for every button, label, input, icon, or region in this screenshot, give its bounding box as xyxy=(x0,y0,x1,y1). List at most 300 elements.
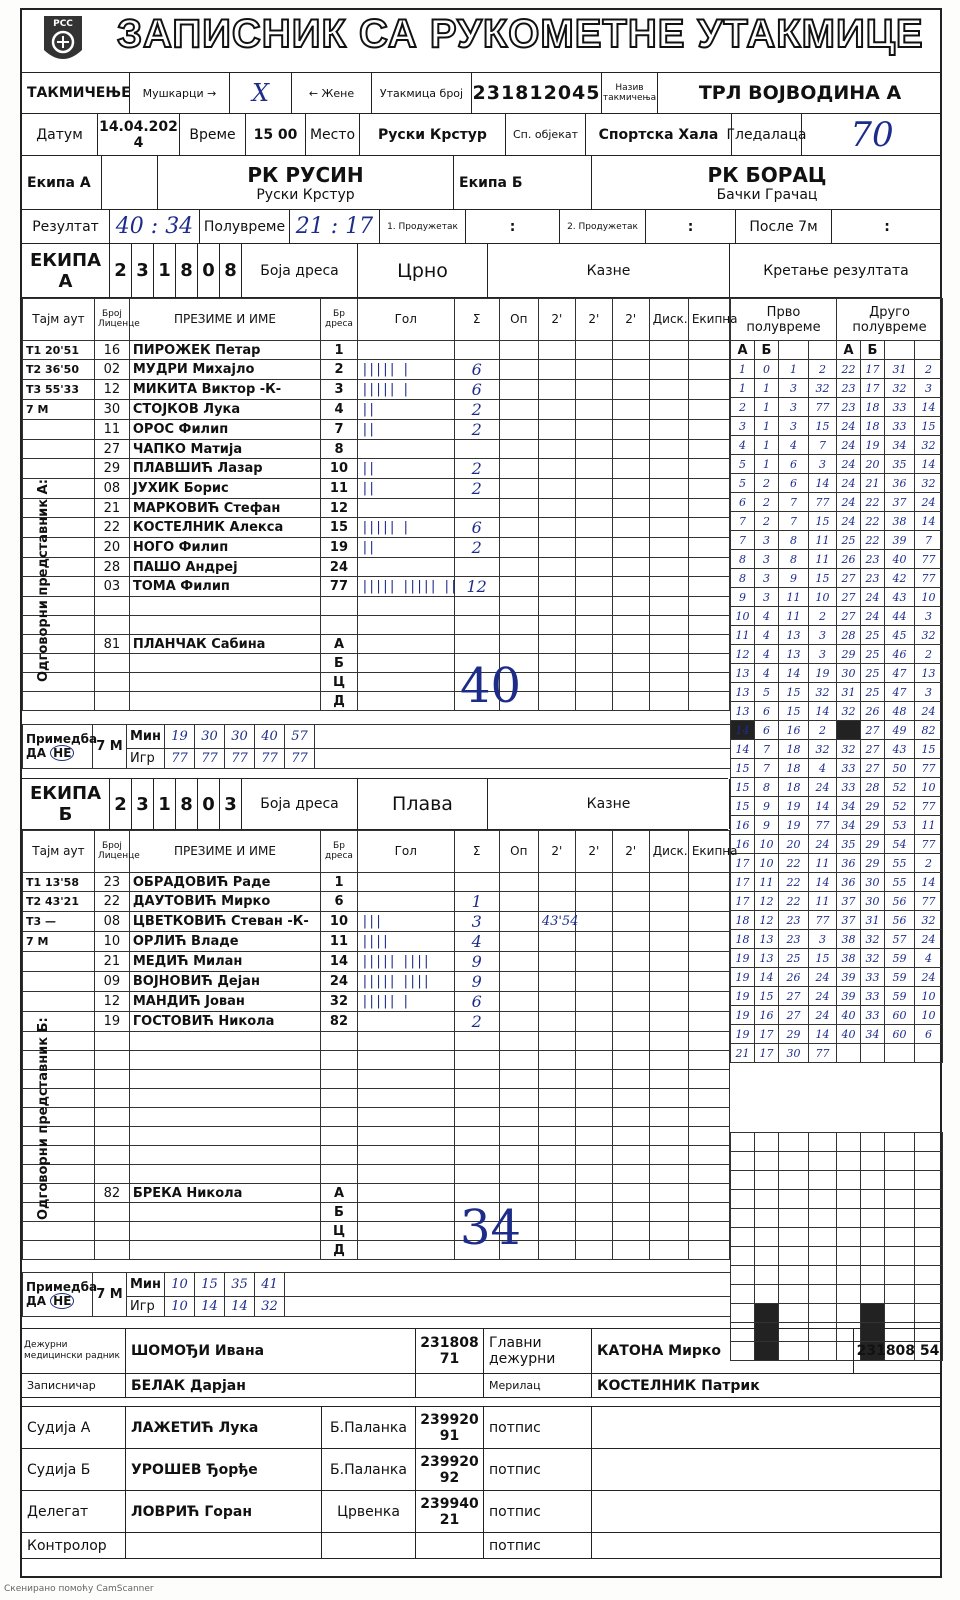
team-a-player-no: 3 xyxy=(320,380,357,400)
progress-cell: 27 xyxy=(861,740,885,759)
progress-cell: 28 xyxy=(861,778,885,797)
team-b-col-team-11: Екипна xyxy=(688,831,729,873)
progress-cell: 27 xyxy=(837,607,861,626)
progress-cell: 4 xyxy=(755,645,779,664)
team-b-player-sum: 2 xyxy=(454,1012,499,1032)
progress-cell: 22 xyxy=(779,892,809,911)
team-b-timeout-cell xyxy=(23,1032,95,1051)
progress-cell xyxy=(885,1044,915,1063)
progress-cell: 24 xyxy=(915,930,943,949)
progress-cell: 7 xyxy=(731,512,755,531)
progress-cell: 14 xyxy=(915,455,943,474)
progress-cell: 0 xyxy=(755,360,779,379)
team-b-player-row xyxy=(23,1146,730,1165)
team-a-player-no: 1 xyxy=(320,341,357,360)
team-a-col-name-2: ПРЕЗИМЕ И ИМЕ xyxy=(129,299,320,341)
progress-cell: 36 xyxy=(837,854,861,873)
team-b-penalty-note: 43'54 xyxy=(538,912,575,932)
progress-cell: 11 xyxy=(755,873,779,892)
progress-cell xyxy=(837,721,861,740)
progress-cell: 10 xyxy=(755,835,779,854)
team-a-timeout-cell xyxy=(23,459,95,479)
team-a-player-goals: || xyxy=(357,459,454,479)
team-a-official-row: Ц xyxy=(23,673,730,692)
team-a-player-lic: 02 xyxy=(94,360,129,380)
team-b-timeout-cell xyxy=(23,1012,95,1032)
progress-cell: 12 xyxy=(755,892,779,911)
progress-cell: 32 xyxy=(915,911,943,930)
progress-row xyxy=(731,626,943,645)
progress-row xyxy=(731,835,943,854)
team-a-player-sum xyxy=(454,341,499,360)
team-a-player-lic: 21 xyxy=(94,499,129,518)
team-a-player-name: НОГО Филип xyxy=(129,538,320,558)
team-a-player-goals: ||||| | xyxy=(357,518,454,538)
progress-row xyxy=(731,474,943,493)
signature-field[interactable] xyxy=(592,1491,942,1532)
progress-cell: 6 xyxy=(915,1025,943,1044)
progress-row xyxy=(731,531,943,550)
progress-cell: 25 xyxy=(837,531,861,550)
team-b-official-name: БРЕКА Никола xyxy=(129,1184,320,1203)
team-b-player-goals: ||||| |||| xyxy=(357,972,454,992)
progress-cell: 3 xyxy=(755,531,779,550)
progress-cell: 59 xyxy=(885,968,915,987)
progress-cell: 23 xyxy=(861,569,885,588)
progress-cell: 22 xyxy=(861,512,885,531)
team-b-player-lic: 19 xyxy=(94,1012,129,1032)
progress-cell: 29 xyxy=(779,1025,809,1044)
progress-cell: 20 xyxy=(861,455,885,474)
progress-cell: 43 xyxy=(885,588,915,607)
progress-cell: 39 xyxy=(837,968,861,987)
team-b-total: 34 xyxy=(460,1200,522,1256)
progress-cell: 24 xyxy=(837,512,861,531)
progress-cell: 39 xyxy=(837,987,861,1006)
progress-cell: 21 xyxy=(861,474,885,493)
team-a-timeout-cell xyxy=(23,479,95,499)
team-a-player-sum: 12 xyxy=(454,577,499,597)
progress-cell: 24 xyxy=(837,474,861,493)
progress-cell: 19 xyxy=(731,987,755,1006)
team-b-official-row: Б xyxy=(23,1203,730,1222)
team-a-player-name: ПАШО Андреј xyxy=(129,558,320,577)
progress-cell: 21 xyxy=(731,1044,755,1063)
progress-cell: 22 xyxy=(837,360,861,379)
referee-sign-label: потпис xyxy=(484,1491,592,1532)
progress-row xyxy=(731,816,943,835)
progress-cell: 17 xyxy=(755,1044,779,1063)
team-b-timeout-cell xyxy=(23,1165,95,1184)
progress-cell: 2 xyxy=(755,493,779,512)
progress-cell: 6 xyxy=(779,474,809,493)
team-a-col-two-8: 2' xyxy=(575,299,612,341)
progress-row xyxy=(731,550,943,569)
progress-row xyxy=(731,1006,943,1025)
progress-cell: 56 xyxy=(885,892,915,911)
signature-field[interactable] xyxy=(592,1533,942,1558)
team-b-player-no: 11 xyxy=(320,932,357,952)
team-a-col-disq-10: Диск. xyxy=(649,299,688,341)
progress-cell: 3 xyxy=(779,398,809,417)
progress-cell: 26 xyxy=(861,702,885,721)
progress-cell: 4 xyxy=(779,436,809,455)
progress-cell: 12 xyxy=(731,645,755,664)
referee-sign-label: потпис xyxy=(484,1449,592,1490)
referee-lic: 239940 21 xyxy=(416,1491,484,1532)
progress-cell: 18 xyxy=(779,778,809,797)
progress-cell: 27 xyxy=(837,588,861,607)
team-b-player-row xyxy=(23,1127,730,1146)
progress-cell: 19 xyxy=(731,949,755,968)
team-a-timeout-cell xyxy=(23,518,95,538)
progress-cell: 7 xyxy=(915,531,943,550)
team-b-player-no: 24 xyxy=(320,972,357,992)
team-a-timeout-cell xyxy=(23,538,95,558)
progress-cell: 31 xyxy=(861,911,885,930)
progress-cell: 7 xyxy=(779,512,809,531)
progress-cell: 9 xyxy=(755,797,779,816)
progress-cell: 77 xyxy=(809,493,837,512)
team-a-player-no: 2 xyxy=(320,360,357,380)
progress-cell: 28 xyxy=(837,626,861,645)
progress-cell: 35 xyxy=(885,455,915,474)
progress-cell: 14 xyxy=(779,664,809,683)
team-a-player-lic: 29 xyxy=(94,459,129,479)
team-b-player-lic: 12 xyxy=(94,992,129,1012)
progress-cell: 10 xyxy=(915,1006,943,1025)
progress-cell: 3 xyxy=(779,417,809,436)
referee-role: Судија А xyxy=(22,1407,126,1448)
progress-cell: 29 xyxy=(861,816,885,835)
progress-cell: 14 xyxy=(915,873,943,892)
progress-row xyxy=(731,759,943,778)
referee-city xyxy=(322,1533,416,1558)
team-a-player-goals: || xyxy=(357,400,454,420)
team-a-player-name: МИКИТА Виктор -К- xyxy=(129,380,320,400)
team-a-player-lic: 28 xyxy=(94,558,129,577)
referees-block xyxy=(22,1406,940,1559)
team-b-player-row xyxy=(23,1089,730,1108)
referee-name: ЛАЖЕТИЋ Лука xyxy=(126,1407,322,1448)
progress-cell: 9 xyxy=(731,588,755,607)
team-a-official-row: Б xyxy=(23,654,730,673)
progress-cell: 13 xyxy=(755,949,779,968)
team-a-player-goals: || xyxy=(357,538,454,558)
team-b-player-no: 10 xyxy=(320,912,357,932)
progress-row xyxy=(731,968,943,987)
progress-row xyxy=(731,930,943,949)
team-b-col-goal-4: Гол xyxy=(357,831,454,873)
progress-cell: 16 xyxy=(779,721,809,740)
progress-cell: 40 xyxy=(885,550,915,569)
progress-cell: 24 xyxy=(809,987,837,1006)
progress-cell: 40 xyxy=(837,1025,861,1044)
progress-cell: 15 xyxy=(809,949,837,968)
referee-row xyxy=(22,1449,940,1491)
team-a-player-sum xyxy=(454,558,499,577)
progress-cell: 54 xyxy=(885,835,915,854)
progress-cell: 23 xyxy=(779,911,809,930)
team-a-player-goals: ||||| | xyxy=(357,380,454,400)
progress-cell: 27 xyxy=(861,759,885,778)
progress-cell: 1 xyxy=(755,417,779,436)
progress-cell: 15 xyxy=(809,512,837,531)
date-row: Датум 14.04.2024 Време 15 00 Место Руски Крстур Сп. објекат Спортска Хала Гледалаца 70 xyxy=(22,114,940,156)
progress-row xyxy=(731,854,943,873)
progress-cell: 16 xyxy=(731,816,755,835)
team-b-timeout-cell xyxy=(23,1146,95,1165)
signature-field[interactable] xyxy=(592,1449,942,1490)
progress-row xyxy=(731,569,943,588)
progress-cell: 1 xyxy=(755,379,779,398)
team-a-player-row xyxy=(23,459,730,479)
team-a-player-name: МУДРИ Михајло xyxy=(129,360,320,380)
team-b-col-two-7: 2' xyxy=(538,831,575,873)
progress-cell: 34 xyxy=(837,816,861,835)
progress-cell: 15 xyxy=(731,759,755,778)
team-b-player-row xyxy=(23,1032,730,1051)
recorder-row: Записничар БЕЛАК Дарјан Мерилац КОСТЕЛНИК Патрик xyxy=(22,1374,940,1398)
progress-header-row: Прво полувреме Друго полувреме xyxy=(731,299,943,341)
progress-cell: 14 xyxy=(755,968,779,987)
team-b-player-row xyxy=(23,952,730,972)
team-a-col-two-7: 2' xyxy=(538,299,575,341)
team-b-timeout-cell: 7 М xyxy=(23,932,95,952)
svg-text:РСС: РСС xyxy=(53,19,73,29)
score-progress-table: Прво полувреме Друго полувреме А Б А Б 1 0 1 2 22 17 31 2 1 1 3 32 23 17 32 3 2 1 3 77 23 18 33 14 3 1 3 15 24 18 33 15 4 1 4 7 24 19 34 32 5 1 6 3 24 20 35 14 5 2 6 14 24 21 36 32 6 2 7 77 24 22 37 24 7 2 7 15 24 22 38 14 7 3 8 11 25 22 39 7 8 3 8 11 26 23 40 77 8 3 9 15 27 23 42 77 9 3 11 10 27 24 43 10 10 4 11 2 27 24 44 3 11 4 13 3 28 25 45 32 12 4 13 3 29 25 46 2 13 4 14 19 30 25 47 13 13 5 15 32 31 25 47 3 13 6 15 14 32 26 48 24 14 6 16 2 27 49 82 14 7 18 32 32 27 43 15 15 7 18 4 33 27 50 77 15 8 18 24 33 28 52 10 15 9 19 14 34 29 52 77 16 9 19 77 34 29 53 11 16 10 20 24 35 29 54 77 17 10 22 11 36 29 55 2 17 11 22 14 36 30 55 14 17 12 22 11 37 30 56 77 18 12 23 77 37 31 56 32 18 13 23 3 38 32 57 24 19 13 25 15 38 32 59 4 19 14 26 24 39 33 59 24 19 15 27 24 39 33 59 10 19 16 27 24 40 33 60 10 19 17 29 14 40 34 60 6 21 17 30 77 xyxy=(730,298,943,1063)
team-a-player-name: ПИРОЖЕК Петар xyxy=(129,341,320,360)
team-b-timeout-cell: T2 43'21 xyxy=(23,892,95,912)
progress-row xyxy=(731,645,943,664)
team-a-player-lic: 27 xyxy=(94,440,129,459)
progress-cell: 11 xyxy=(915,816,943,835)
team-b-player-lic: 09 xyxy=(94,972,129,992)
progress-cell: 6 xyxy=(755,702,779,721)
team-b-header: ЕКИПА Б 2 3 1 8 0 3 Боја дреса Плава Казне xyxy=(22,778,728,830)
progress-cell: 9 xyxy=(755,816,779,835)
progress-cell: 39 xyxy=(885,531,915,550)
team-a-player-row xyxy=(23,597,730,616)
team-a-total: 40 xyxy=(460,658,522,714)
progress-cell: 17 xyxy=(755,1025,779,1044)
progress-cell: 1 xyxy=(755,436,779,455)
team-b-player-no: 14 xyxy=(320,952,357,972)
progress-cell: 12 xyxy=(755,911,779,930)
team-b-player-row xyxy=(23,992,730,1012)
team-a-player-row xyxy=(23,616,730,635)
signature-field[interactable] xyxy=(592,1407,942,1448)
progress-cell: 36 xyxy=(885,474,915,493)
progress-cell: 11 xyxy=(809,854,837,873)
progress-cell: 25 xyxy=(861,645,885,664)
team-b-player-goals: |||| xyxy=(357,932,454,952)
progress-cell: 23 xyxy=(837,398,861,417)
progress-cell: 59 xyxy=(885,987,915,1006)
progress-cell: 29 xyxy=(861,835,885,854)
team-a-player-row xyxy=(23,479,730,499)
team-a-player-no: 10 xyxy=(320,459,357,479)
progress-cell: 43 xyxy=(885,740,915,759)
team-a-player-goals xyxy=(357,440,454,459)
progress-cell: 31 xyxy=(885,360,915,379)
teams-row: Екипа А РК РУСИН Руски Крстур Екипа Б РК БОРАЦ Бачки Грачац xyxy=(22,156,940,210)
progress-cell: 46 xyxy=(885,645,915,664)
team-a-timeout-cell xyxy=(23,577,95,597)
progress-cell: 10 xyxy=(915,588,943,607)
progress-cell: 19 xyxy=(731,1025,755,1044)
progress-cell: 22 xyxy=(779,854,809,873)
team-b-col-two-9: 2' xyxy=(612,831,649,873)
team-b-player-row xyxy=(23,932,730,952)
progress-row xyxy=(731,512,943,531)
progress-cell: 4 xyxy=(755,664,779,683)
team-b-header-row xyxy=(23,831,730,873)
referee-row xyxy=(22,1407,940,1449)
progress-cell: 77 xyxy=(915,550,943,569)
team-b-player-sum: 9 xyxy=(454,972,499,992)
progress-cell: 16 xyxy=(755,1006,779,1025)
team-b-player-goals xyxy=(357,1012,454,1032)
team-a-player-row xyxy=(23,538,730,558)
progress-cell xyxy=(861,1044,885,1063)
team-b-timeout-cell xyxy=(23,1089,95,1108)
referee-sign-label: потпис xyxy=(484,1407,592,1448)
team-b-player-sum: 4 xyxy=(454,932,499,952)
team-a-player-lic: 20 xyxy=(94,538,129,558)
progress-cell: 2 xyxy=(755,512,779,531)
progress-cell: 15 xyxy=(779,702,809,721)
team-a-player-goals xyxy=(357,341,454,360)
team-a-player-name: ТОМА Филип xyxy=(129,577,320,597)
progress-cell: 53 xyxy=(885,816,915,835)
progress-cell: 3 xyxy=(755,588,779,607)
team-b-player-lic: 23 xyxy=(94,873,129,892)
team-a-player-row xyxy=(23,440,730,459)
progress-cell: 4 xyxy=(755,607,779,626)
progress-cell: 6 xyxy=(779,455,809,474)
progress-cell: 60 xyxy=(885,1006,915,1025)
progress-cell: 3 xyxy=(755,550,779,569)
progress-cell: 2 xyxy=(809,607,837,626)
progress-cell: 48 xyxy=(885,702,915,721)
progress-cell: 15 xyxy=(731,797,755,816)
team-a-player-name: ЈУХИК Борис xyxy=(129,479,320,499)
progress-cell: 32 xyxy=(915,474,943,493)
team-a-player-row xyxy=(23,380,730,400)
team-b-player-row xyxy=(23,1165,730,1184)
team-b-player-name: ВОЈНОВИЋ Дејан xyxy=(129,972,320,992)
team-a-player-sum xyxy=(454,440,499,459)
team-a-player-goals xyxy=(357,499,454,518)
team-a-player-name: ЧАПКО Матија xyxy=(129,440,320,459)
progress-cell: 14 xyxy=(731,740,755,759)
team-b-player-sum xyxy=(454,873,499,892)
progress-row xyxy=(731,664,943,683)
progress-cell: 2 xyxy=(755,474,779,493)
progress-cell: 30 xyxy=(861,873,885,892)
team-b-player-name: ГОСТОВИЋ Никола xyxy=(129,1012,320,1032)
progress-cell: 34 xyxy=(837,797,861,816)
progress-cell: 33 xyxy=(885,398,915,417)
progress-cell: 2 xyxy=(915,360,943,379)
progress-cell: 14 xyxy=(731,721,755,740)
team-b-timeout-cell xyxy=(23,1070,95,1089)
progress-cell: 47 xyxy=(885,683,915,702)
team-b-player-row xyxy=(23,1108,730,1127)
progress-cell: 33 xyxy=(861,987,885,1006)
progress-cell: 20 xyxy=(779,835,809,854)
progress-cell: 14 xyxy=(915,512,943,531)
progress-cell: 31 xyxy=(837,683,861,702)
referee-role: Судија Б xyxy=(22,1449,126,1490)
team-a-col-timeout-0: Тајм аут xyxy=(23,299,95,341)
team-a-col-warn-6: Оп xyxy=(499,299,538,341)
progress-cell: 9 xyxy=(779,569,809,588)
medic-row: Дежурни медицински радник ШОМОЂИ Ивана 231808 71 Главни дежурни КАТОНА Мирко 231808 54 xyxy=(22,1328,940,1374)
progress-row xyxy=(731,873,943,892)
progress-cell: 55 xyxy=(885,854,915,873)
team-a-timeout-cell: T3 55'33 xyxy=(23,380,95,400)
progress-row xyxy=(731,702,943,721)
page-title: ЗАПИСНИК СА РУКОМЕТНЕ УТАКМИЦЕ xyxy=(117,12,924,56)
team-a-players-table xyxy=(22,298,738,711)
progress-cell: 5 xyxy=(731,455,755,474)
team-a-timeout-cell xyxy=(23,597,95,616)
progress-row xyxy=(731,892,943,911)
progress-cell: 29 xyxy=(837,645,861,664)
team-a-player-lic: 12 xyxy=(94,380,129,400)
progress-cell: 18 xyxy=(861,417,885,436)
team-a-player-row xyxy=(23,341,730,360)
progress-cell: 18 xyxy=(731,911,755,930)
team-a-player-name: СТОЈКОВ Лука xyxy=(129,400,320,420)
team-a-player-goals: ||||| | xyxy=(357,360,454,380)
progress-row xyxy=(731,436,943,455)
progress-cell: 33 xyxy=(885,417,915,436)
progress-cell: 37 xyxy=(885,493,915,512)
team-b-player-row xyxy=(23,1051,730,1070)
team-b-player-lic: 10 xyxy=(94,932,129,952)
progress-cell: 23 xyxy=(861,550,885,569)
progress-cell: 57 xyxy=(885,930,915,949)
progress-cell: 8 xyxy=(779,550,809,569)
team-b-timeout-cell xyxy=(23,1051,95,1070)
progress-cell: 5 xyxy=(755,683,779,702)
team-a-player-sum xyxy=(454,499,499,518)
progress-cell: 24 xyxy=(837,436,861,455)
team-b-official-label: Одговорни представник Б: xyxy=(36,1017,51,1220)
progress-cell: 7 xyxy=(731,531,755,550)
progress-cell: 8 xyxy=(731,550,755,569)
progress-cell: 77 xyxy=(915,759,943,778)
progress-cell: 8 xyxy=(779,531,809,550)
progress-cell: 3 xyxy=(809,626,837,645)
progress-cell: 19 xyxy=(731,1006,755,1025)
team-a-col-team-11: Екипна xyxy=(688,299,729,341)
progress-cell: 32 xyxy=(809,379,837,398)
team-a-col-two-9: 2' xyxy=(612,299,649,341)
progress-row xyxy=(731,1025,943,1044)
progress-cell: 6 xyxy=(731,493,755,512)
progress-row xyxy=(731,683,943,702)
team-b-player-lic: 08 xyxy=(94,912,129,932)
team-a-timeout-cell xyxy=(23,558,95,577)
progress-cell: 4 xyxy=(755,626,779,645)
progress-cell: 32 xyxy=(809,740,837,759)
team-b-col-license-1: Број Лиценце xyxy=(94,831,129,873)
progress-row xyxy=(731,1044,943,1063)
